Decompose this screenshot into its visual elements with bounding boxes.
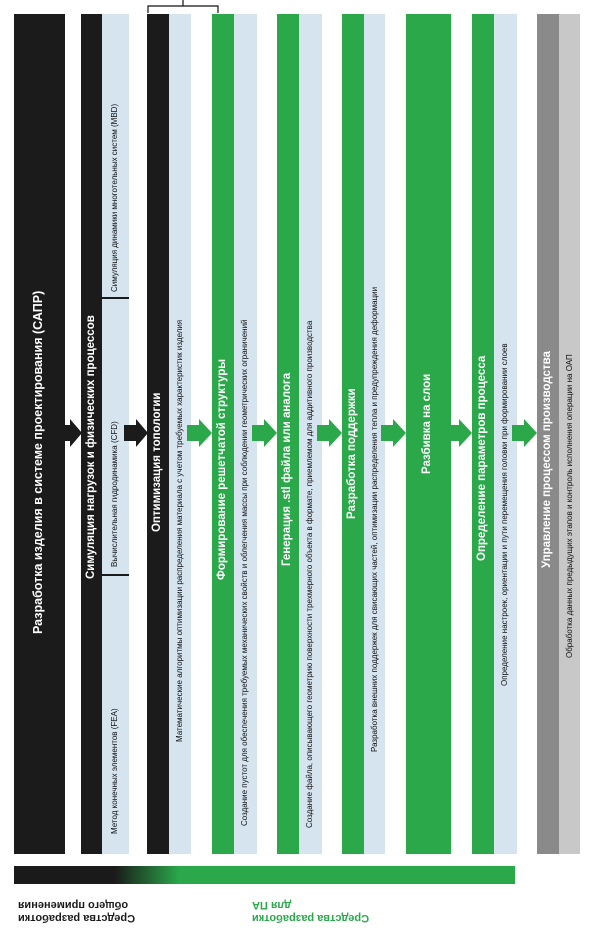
stage-lattice-title: Формирование решетчатой структуры [216,358,228,580]
arrow-7 [447,419,472,447]
arrow-1 [58,419,82,447]
stage-topology-desc: Математические алгоритмы оптимизации распределения материала с учетом требуемых характеристик изделия [175,319,184,742]
stage-slicing-title: Разбивка на слои [421,373,433,474]
stage-production-desc: Обработка данных предыдущих этапов и контроль исполнения операции на ОАП [565,354,574,658]
legend-am: Средства разработки для ПА [252,899,370,924]
arrow-4 [252,419,277,447]
sub-fea: Метод конечных элементов (FEA) [110,708,119,834]
arrow-8 [512,419,537,447]
arrow-3 [187,419,212,447]
stage-supports-desc: Разработка внешних поддержек для свисающих частей, оптимизации распределения тепла и предупреждения деформации [370,286,379,752]
stage-production-title: Управление процессом производства [541,351,553,568]
arrow-5 [317,419,342,447]
stage-process-params-title: Определение параметров процесса [476,355,488,561]
sub-mbd: Симуляция динамики многотельных систем (MBD) [110,103,119,292]
stage-process-params-desc: Определение настроек, ориентации и пути перемещения головки при формировании слоев [500,343,509,686]
legend-gradient-bar [14,866,515,884]
stage-lattice-desc: Создание пустот для обеспечения требуемых механических свойств и облегчения массы при соблюдении геометрических ограничений [240,319,249,826]
stage-simulation-title: Симуляция нагрузок и физических процессов [85,315,97,579]
stage-supports-title: Разработка поддержки [346,388,358,519]
stage-cad-title: Разработка изделия в системе проектирования (САПР) [31,290,45,634]
stage-stl-desc: Создание файла, описывающего геометрию поверхности трехмерного объекта в формате, приемлемом для аддитивного производства [305,320,314,828]
arrow-6 [381,419,406,447]
sub-cfd: Вычислительная гидродинамика (CFD) [110,421,119,567]
stage-topology-title: Оптимизация топологии [151,392,163,532]
stage-stl-title: Генерация .stl файла или аналога [281,372,293,566]
legend-general: Средства разработки общего применения [18,899,136,924]
arrow-2 [124,419,148,447]
